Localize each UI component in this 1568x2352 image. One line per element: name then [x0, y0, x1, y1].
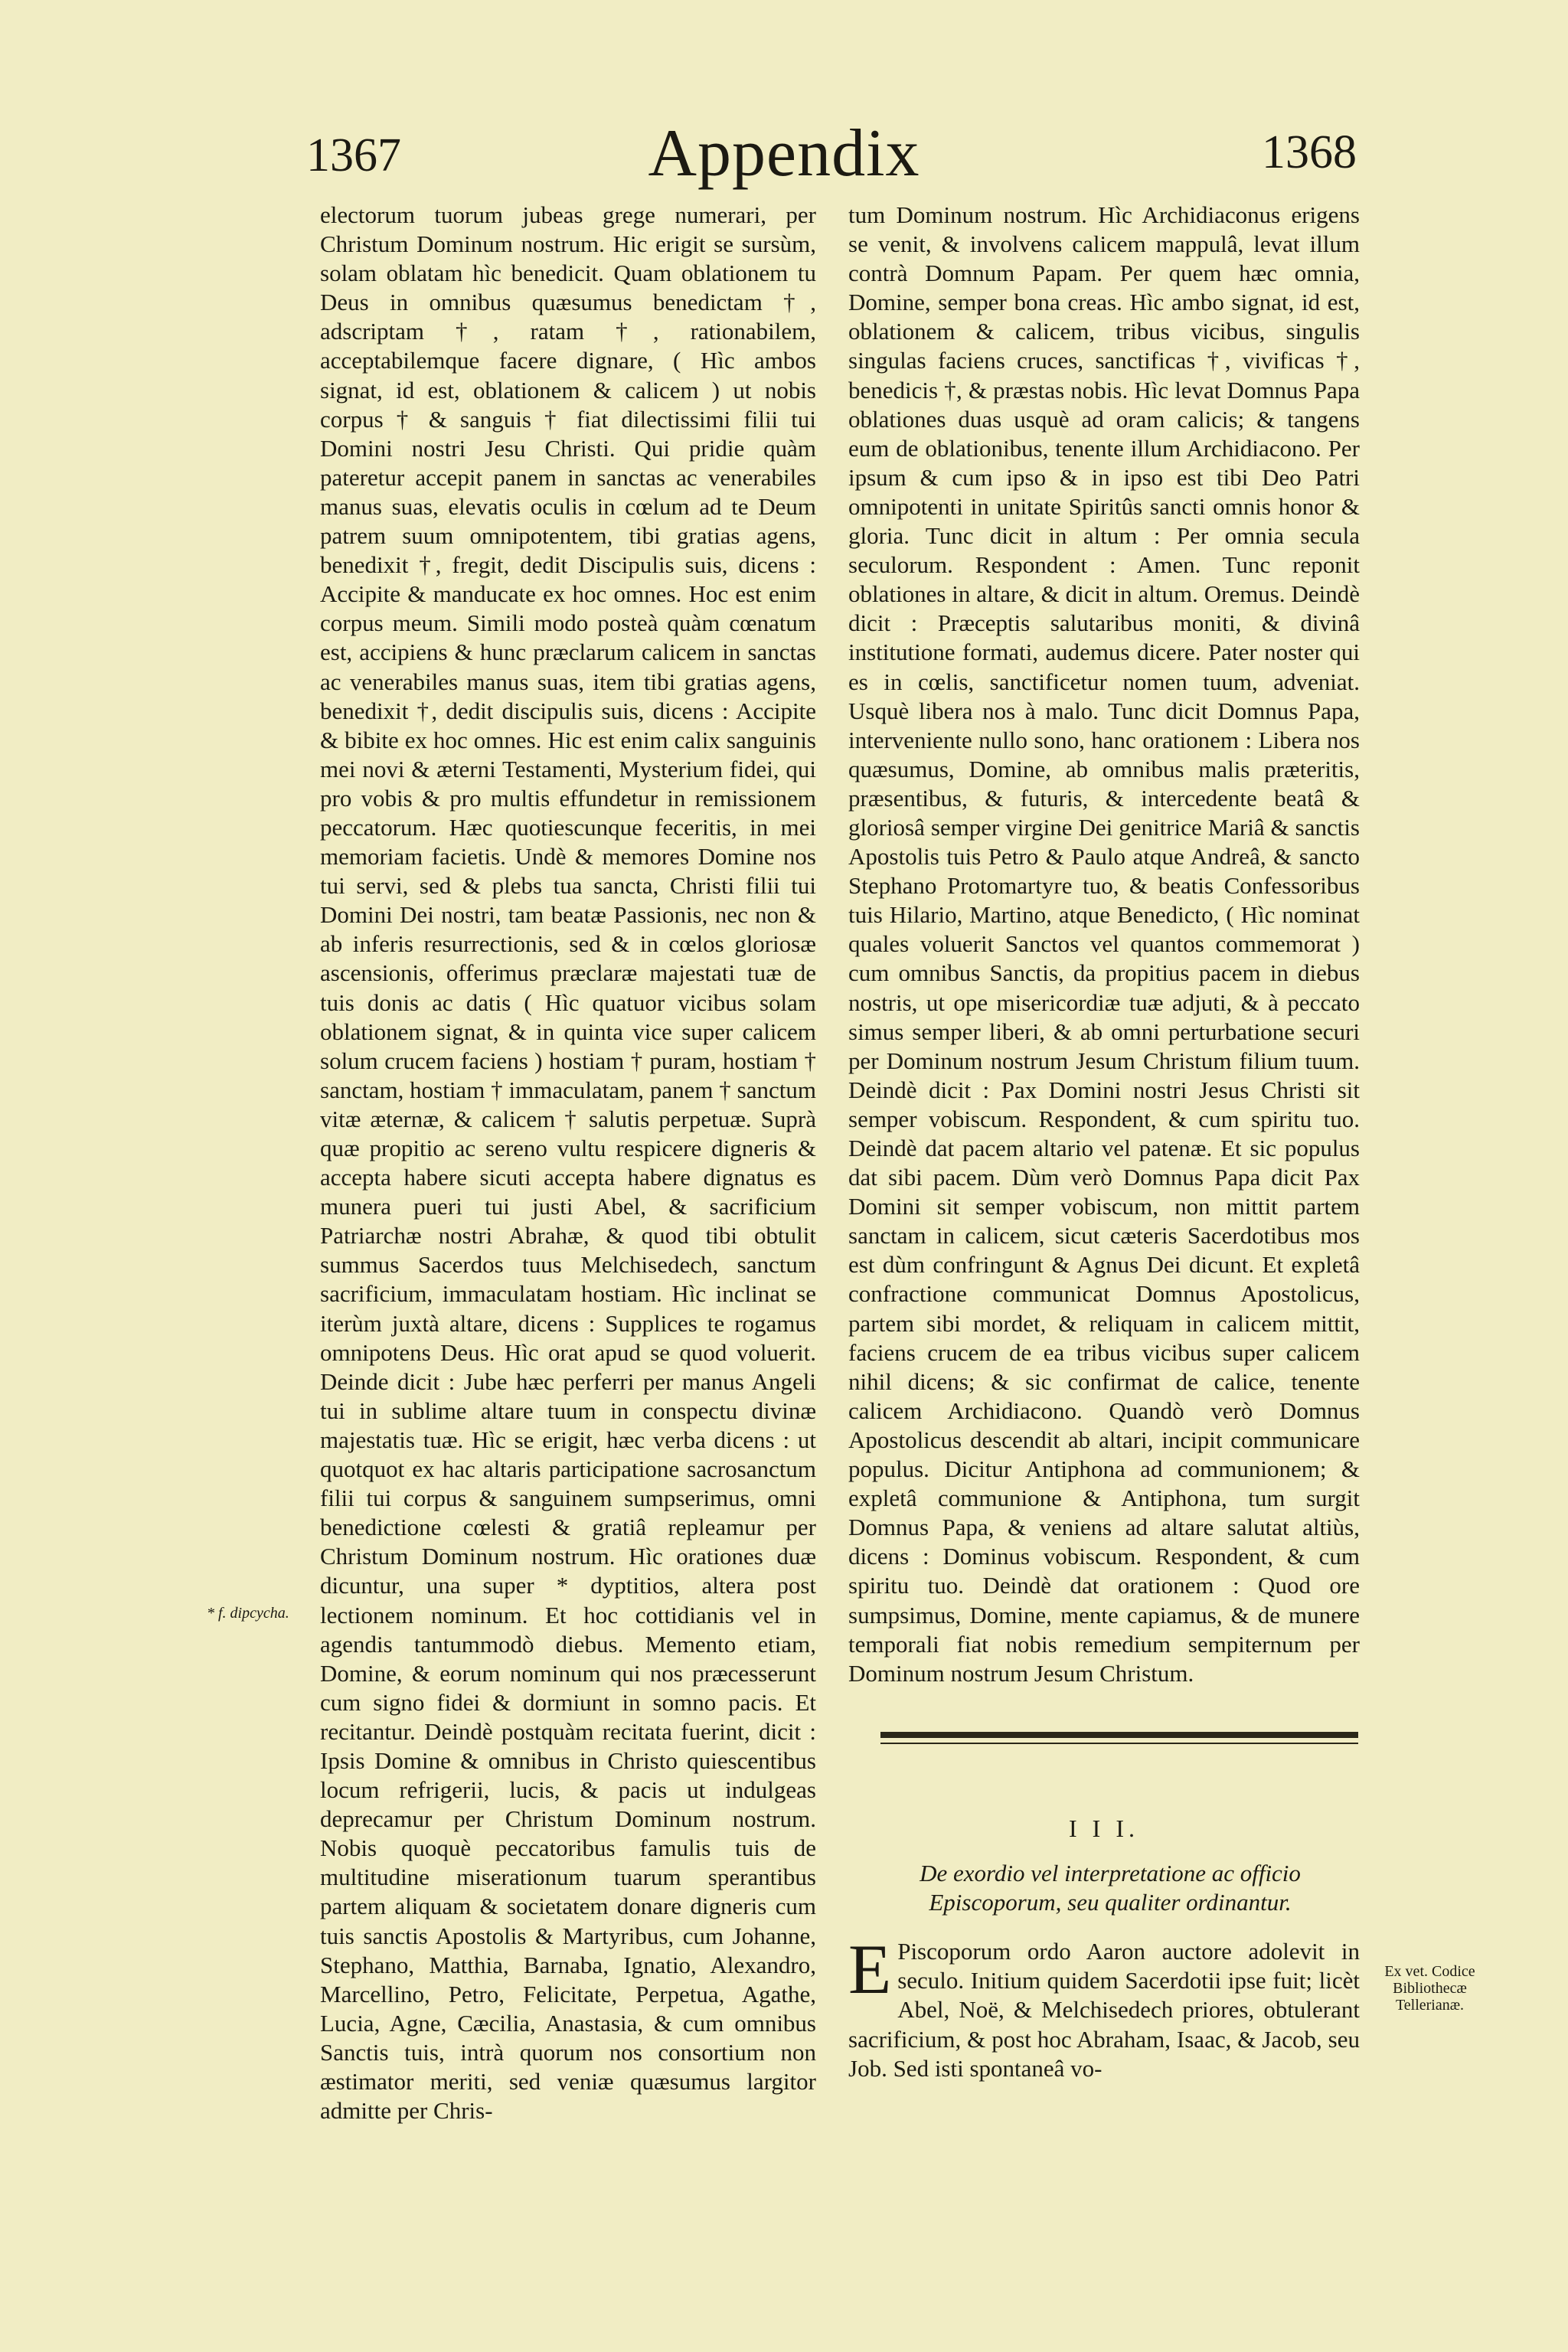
right-column — [848, 201, 1360, 1688]
running-head — [0, 115, 1568, 199]
section-title: De exordio vel interpretatione ac officio Episcoporum, seu qualiter ordinantur. — [920, 1860, 1301, 1916]
drop-cap: E — [848, 1930, 892, 2008]
left-column-text: electorum tuorum jubeas grege numerari, per Christum Dominum nostrum. Hic erigit se sursùm, solam oblatam hìc benedicit. Quam oblationem tu Deus in omnibus quæsumus benedictam †, adscriptam †, ratam †, rationabilem, acceptabilemque facere dignare, ( Hìc ambos signat, id est, oblationem & calicem ) ut nobis corpus † & sanguis † fiat dilectissimi filii tui Domini nostri Jesu Christi. Qui pridie quàm pateretur accepit panem in sanctas ac venerabiles manus suas, elevatis oculis in cœlum ad te Deum patrem suum omnipotentem, tibi gratias agens, benedixit †, fregit, dedit Discipulis suis, dicens : Accipite & manducate ex hoc omnes. Hoc est enim corpus meum. Simili modo posteà quàm cœnatum est, accipiens & hunc præclarum calicem in sanctas ac venerabiles manus suas, item tibi gratias agens, benedixit †, dedit discipulis suis, dicens : Accipite & bibite ex hoc omnes. Hic est enim calix sanguinis mei novi & æterni Testamenti, Mysterium fidei, qui pro vobis & pro multis effundetur in remissionem peccatorum. Hæc quotiescunque feceritis, in mei memoriam facietis. Undè & memores Domine nos tui servi, sed & plebs tua sancta, Christi filii tui Domini Dei nostri, tam beatæ Passionis, nec non & ab inferis resurrectionis, sed & in cœlos gloriosæ ascensionis, offerimus præclaræ majestati tuæ de tuis donis ac datis ( Hìc quatuor vicibus solam oblationem signat, & in quinta vice super calicem solum crucem faciens ) hostiam † puram, hostiam † sanctam, hostiam † immaculatam, panem † sanctum vitæ æternæ, & calicem † salutis perpetuæ. Suprà quæ propitio ac sereno vultu respicere digneris & accepta habere sicuti accepta habere dignatus es munera pueri tui justi Abel, & sacrificium Patriarchæ nostri Abrahæ, & quod tibi obtulit summus Sacerdos tuus Melchisedech, sanctum sacrificium, immaculatam hostiam. Hìc inclinat se iterùm juxtà altare, dicens : Supplices te rogamus omnipotens Deus. Hìc orat apud se quod voluerit. Deinde dicit : Jube hæc perferri per manus Angeli tui in sublime altare tuum in conspectu divinæ majestatis tuæ. Hìc se erigit, hæc verba dicens : ut quotquot ex hac altaris participatione sacrosanctum filii tui corpus & sanguinem sumpserimus, omni benedictione cœlesti & gratiâ repleamur per Christum Dominum nostrum. Hìc orationes duæ dicuntur, una super * dyptitios, altera post lectionem nominum. Et hoc cottidianis vel in agendis tantummodò diebus. Memento etiam, Domine, & eorum nominum qui nos præcesserunt cum signo fidei & dormiunt in somno pacis. Et recitantur. Deindè postquàm recitata fuerint, dicit : Ipsis Domine & omnibus in Christo quiescentibus locum refrigerii, lucis, & pacis ut indulgeas deprecamur per Christum Dominum nostrum. Nobis quoquè peccatoribus famulis tuis de multitudine miserationum tuarum sperantibus partem aliquam & societatem donare digneris cum tuis sanctis Apostolis & Martyribus, cum Johanne, Stephano, Matthia, Barnaba, Ignatio, Alexandro, Marcellino, Petro, Felicitate, Perpetua, Agathe, Lucia, Agne, Cæcilia, Anastasia, & cum omnibus Sanctis tuis, intrà quorum nos consortium non æstimator meriti, sed veniæ quæsumus largitor admitte per Chris- — [320, 201, 816, 2125]
section-body — [848, 1930, 1360, 2083]
section-body-text: Piscoporum ordo Aaron auctore adolevit in seculo. Initium quidem Sacerdotii ipse fuit; licèt Abel, Noë, & Melchisedech priores, obtulerant sacrificium, & post hoc Abraham, Isaac, & Jacob, seu Job. Sed isti spontaneâ vo- — [848, 1938, 1360, 2082]
section-rule — [880, 1732, 1358, 1738]
section-rule-thin — [880, 1743, 1358, 1744]
margin-note-right: Ex vet. Codice Bibliothecæ Tellerianæ. — [1384, 1963, 1475, 2014]
right-column-text: tum Dominum nostrum. Hìc Archidiaconus erigens se venit, & involvens calicem mappulâ, levat illum contrà Domnum Papam. Per quem hæc omnia, Domine, semper bona creas. Hìc ambo signat, id est, oblationem & calicem, tribus vicibus, singulis singulas faciens cruces, sanctificas †, vivificas †, benedicis †, & præstas nobis. Hìc levat Domnus Papa oblationes duas usquè ad oram calicis; & tangens eum de oblationibus, tenente illum Archidiacono. Per ipsum & cum ipso & in ipso est tibi Deo Patri omnipotenti in unitate Spiritûs sancti omnis honor & gloria. Tunc dicit in altum : Per omnia secula seculorum. Respondent : Amen. Tunc reponit oblationes in altare, & dicit in altum. Oremus. Deindè dicit : Præceptis salutaribus moniti, & divinâ institutione formati, audemus dicere. Pater noster qui es in cœlis, sanctificetur nomen tuum, adveniat. Usquè libera nos à malo. Tunc dicit Domnus Papa, interveniente nullo sono, hanc orationem : Libera nos quæsumus, Domine, ab omnibus malis præteritis, præsentibus, & futuris, & intercedente beatâ & gloriosâ semper virgine Dei genitrice Mariâ & sanctis Apostolis tuis Petro & Paulo atque Andreâ, & sancto Stephano Protomartyre tuo, & beatis Confessoribus tuis Hilario, Martino, atque Benedicto, ( Hìc nominat quales voluerit Sanctos vel quantos commemorat ) cum omnibus Sanctis, da propitius pacem in diebus nostris, ut ope misericordiæ tuæ adjuti, & à peccato simus semper liberi, & ab omni perturbatione securi per Dominum nostrum Jesum Christum filium tuum. Deindè dicit : Pax Domini nostri Jesus Christi sit semper vobiscum. Respondent, & cum spiritu tuo. Deindè dat pacem altario vel patenæ. Et sic populus dat sibi pacem. Dùm verò Domnus Papa dicit Pax Domini sit semper vobiscum, non mittit partem sanctam in calicem, sicut cæteris Sacerdotibus mos est dùm confringunt & Agnus Dei dicunt. Et expletâ confractione communicat Domnus Apostolicus, partem sibi mordet, & reliquam in calicem mittit, faciens crucem de ea tribus vicibus super calicem nihil dicens; & sic confirmat de calice, tenente calicem Archidiacono. Quandò verò Domnus Apostolicus descendit ab altari, incipit communicare populus. Dicitur Antiphona ad communionem; & expletâ communione & Antiphona, tum surgit Domnus Papa, & veniens ad altare salutat altiùs, dicens : Dominus vobiscum. Respondent, & cum spiritu tuo. Deindè dat orationem : Quod ore sumpsimus, Domine, mente capiamus, & de munere temporali fiat nobis remedium sempiternum per Dominum nostrum Jesum Christum. — [848, 201, 1360, 1687]
margin-note-left: * f. dipcycha. — [207, 1605, 289, 1622]
left-column — [320, 201, 816, 2125]
page-number-left: 1367 — [306, 129, 401, 181]
section-number: I I I. — [1069, 1815, 1139, 1842]
page-number-right: 1368 — [1262, 126, 1357, 178]
page-title: Appendix — [648, 116, 920, 191]
